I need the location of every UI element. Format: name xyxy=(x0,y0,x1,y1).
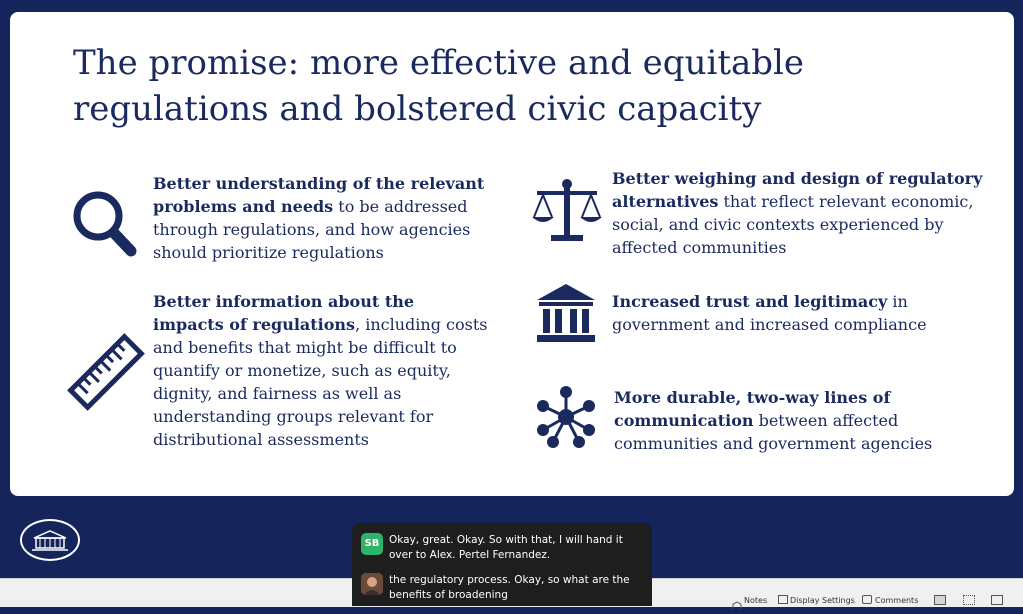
reading-view-icon[interactable] xyxy=(991,595,1003,605)
benefit-item-impacts-text: , including costs and benefits that might be difficult to quantify or monetize, such as equity, dignity, and fairness as well as understanding groups relevant for distributional assessments xyxy=(153,315,488,449)
white-house-seal-icon xyxy=(20,519,80,561)
scales-icon xyxy=(531,177,603,245)
benefit-item-understanding-bold: Better understanding of the relevant problems and needs xyxy=(153,174,485,216)
benefit-item-weighing xyxy=(612,167,1002,259)
caption-message-2: the regulatory process. Okay, so what are the benefits of broadening xyxy=(389,574,630,601)
benefit-item-trust-text: in government and increased compliance xyxy=(612,292,927,334)
notes-icon xyxy=(732,595,742,604)
benefit-item-trust xyxy=(612,290,1002,336)
speaker-avatar-photo xyxy=(361,573,383,595)
benefit-item-trust-bold: Increased trust and legitimacy xyxy=(612,292,888,311)
network-icon xyxy=(533,384,599,450)
comments-button[interactable]: Comments xyxy=(875,596,919,605)
benefit-item-understanding-text: to be addressed through regulations, and how agencies should prioritize regulations xyxy=(153,197,471,262)
benefit-item-weighing-text: that reflect relevant economic, social, and civic contexts experienced by affected communities xyxy=(612,192,974,257)
display-settings-button[interactable]: Display Settings xyxy=(790,596,855,605)
speaker-avatar-sb xyxy=(361,533,383,555)
comments-icon xyxy=(862,595,872,604)
benefit-item-communication-bold: More durable, two-way lines of communication xyxy=(614,388,891,430)
slide-title-line-2: regulations and bolstered civic capacity xyxy=(73,89,762,129)
normal-view-icon[interactable] xyxy=(934,595,946,605)
display-settings-icon xyxy=(778,595,788,604)
benefit-item-impacts-bold: Better information about the impacts of regulations xyxy=(153,292,415,334)
speaker-initials: SB xyxy=(364,538,380,549)
slide-title-line-1: The promise: more effective and equitable xyxy=(73,43,805,83)
caption-chat-panel xyxy=(352,523,652,606)
magnifying-glass-icon xyxy=(70,188,140,263)
slide-title xyxy=(73,40,973,132)
benefit-item-impacts xyxy=(153,290,488,451)
benefit-item-communication-text: between affected communities and government agencies xyxy=(614,411,933,453)
benefit-item-communication xyxy=(614,386,974,455)
slide-card xyxy=(10,12,1014,496)
benefit-item-weighing-bold: Better weighing and design of regulatory alternatives xyxy=(612,169,983,211)
caption-message-1: Okay, great. Okay. So with that, I will hand it over to Alex. Pertel Fernandez. xyxy=(389,534,623,561)
government-building-icon xyxy=(535,282,597,344)
slide-sorter-view-icon[interactable] xyxy=(963,595,975,605)
benefit-item-understanding xyxy=(153,172,523,264)
notes-button[interactable]: Notes xyxy=(744,596,768,605)
ruler-icon xyxy=(66,332,146,412)
